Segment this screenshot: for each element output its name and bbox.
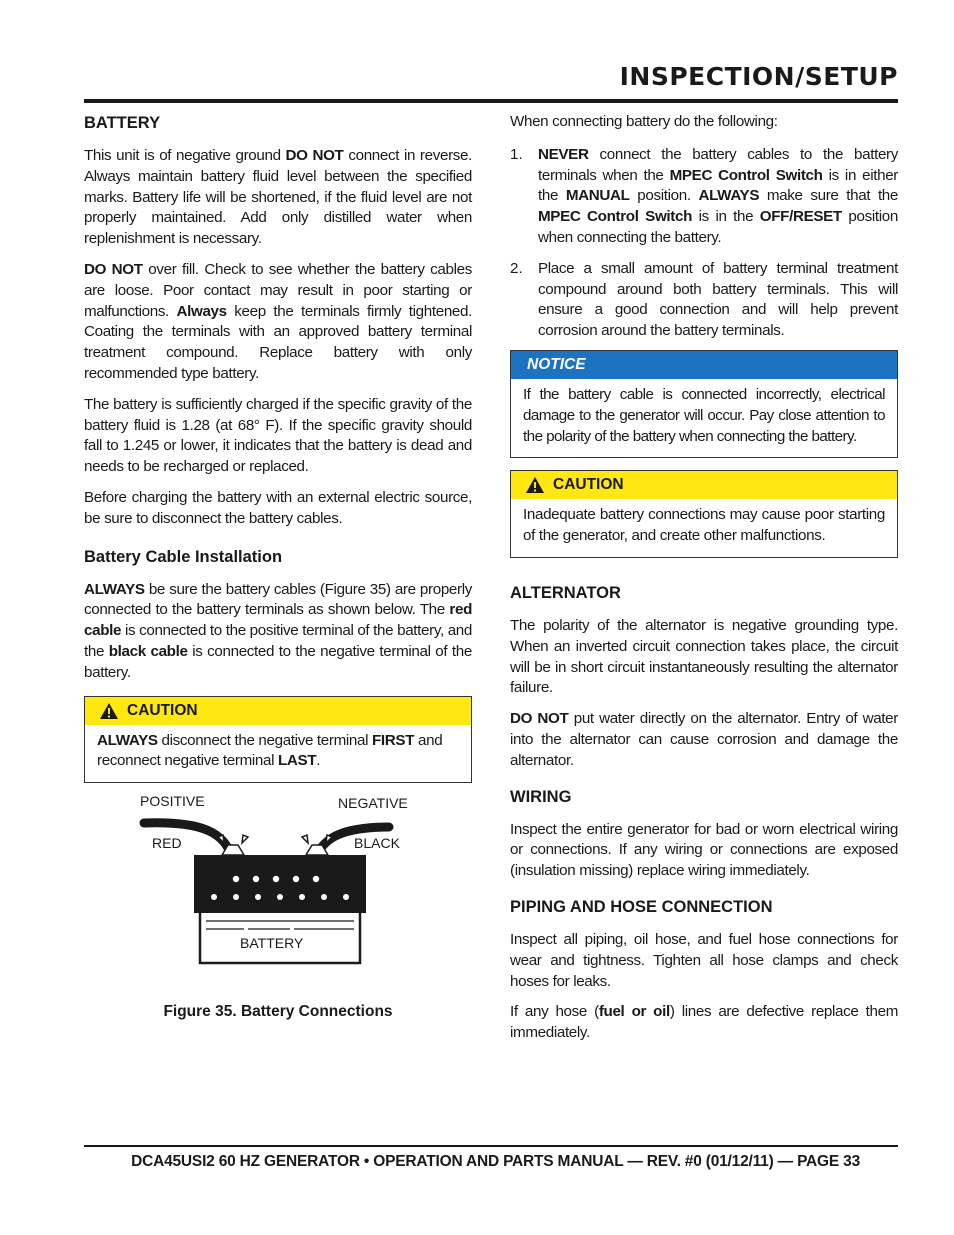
text-run: put water directly on the alternator. Entry of water into the alternator can cause corrosion and damage the alternator. [510,710,898,769]
text-run: Inspect all piping, oil hose, and fuel hose connections for wear and tightness. Tighten all hose clamps and check hoses for leaks. [510,930,898,990]
piping-paragraph-1 [510,930,898,992]
label-red: RED [152,835,182,852]
emphasis-text: DO NOT [510,710,569,728]
emphasis-text: MANUAL [565,187,630,205]
text-run: The polarity of the alternator is negative grounding type. When an inverted circuit connection takes place, the circuit will be in short circuit instantaneously resulting the alternator failure. [510,616,898,697]
step-text [538,259,898,342]
caution-header [85,697,471,725]
text-run: Place a small amount of battery terminal treatment compound around both battery terminals. This will ensure a good connection and will help prevent corrosion around the battery terminals. [538,259,898,340]
emphasis-text: fuel or oil [598,1003,670,1021]
notice-header [511,351,897,379]
label-black: BLACK [354,835,400,852]
wiring-heading: WIRING [510,787,572,806]
caution-text [523,505,885,547]
caution-header [511,471,897,499]
caution-text [97,731,459,773]
text-run: be sure the battery cables (Figure 35) are properly connected to the battery terminals as shown below. The [84,580,472,619]
step-number: 2. [510,259,523,277]
emphasis-text: DO NOT [285,147,344,164]
emphasis-text: ALWAYS [84,580,145,598]
step-2 [510,259,898,342]
connect-steps [510,145,898,342]
text-run: is in either the [538,166,898,205]
page-footer: DCA45USI2 60 HZ GENERATOR • OPERATION AND PARTS MANUAL — REV. #0 (01/12/11) — PAGE 33 [131,1153,860,1170]
caution-label: CAUTION [127,701,198,719]
battery-top [194,855,366,913]
alternator-paragraph-1 [510,616,898,699]
emphasis-text: NEVER [538,145,589,163]
emphasis-text: Always [176,302,227,320]
title-rule [84,99,898,103]
emphasis-text: black cable [108,642,188,660]
text-run: connect the battery cables to the battery terminals when the [538,145,898,184]
step-text [538,145,898,249]
connect-intro [510,112,898,133]
text-run: . [316,752,321,770]
text-run: connect in reverse. Always maintain battery fluid level between the specified marks. Battery life will be shortened, if the fluid level are not properly maintained. Add only distilled water when replenishment is necessary. [84,147,472,248]
emphasis-text: red cable [84,601,472,640]
caution-label: CAUTION [553,476,624,494]
page-title: INSPECTION/SETUP [619,62,898,91]
notice-box [510,350,898,458]
text-run: ) lines are defective replace them immediately. [510,1003,898,1042]
emphasis-text: ALWAYS [97,731,158,749]
cable-installation-paragraph [84,580,472,684]
figure-caption: Figure 35. Battery Connections [163,1003,393,1021]
text-run: make sure that the [759,187,899,205]
battery-diagram [84,793,472,983]
text-run: If any hose ( [510,1003,599,1021]
warning-icon [525,476,545,494]
emphasis-text: FIRST [372,731,415,749]
footer-rule [84,1145,898,1147]
text-run: This unit is of negative ground [84,147,286,164]
notice-label: NOTICE [527,355,586,373]
alternator-paragraph-2 [510,709,898,771]
battery-paragraph-2 [84,260,472,385]
text-run: and reconnect negative terminal [97,731,443,770]
text-run: is connected to the positive terminal of the battery, and the [84,622,472,660]
emphasis-text: ALWAYS [698,187,760,205]
text-run: is in the [692,208,760,226]
cable-installation-heading: Battery Cable Installation [84,547,283,566]
caution-body [511,499,897,557]
text-run: keep the terminals firmly tightened. Coating the terminals with an approved battery terminal treatment compound. Replace battery with only recommended type battery. [84,302,472,382]
left-column [84,112,472,1021]
notice-text [523,385,885,447]
text-run: over fill. Check to see whether the battery cables are loose. Poor contact may result in poor starting or malfunctions. [84,260,472,320]
emphasis-text: DO NOT [84,260,143,278]
step-number: 1. [510,145,523,163]
text-run: Before charging the battery with an external electric source, be sure to disconnect the battery cables. [84,488,472,527]
label-positive: POSITIVE [140,793,205,810]
caution-box-right [510,470,898,558]
step-1 [510,145,898,249]
text-run: is connected to the negative terminal of the battery. [84,642,472,681]
emphasis-text: MPEC Control Switch [538,208,693,226]
piping-paragraph-2 [510,1002,898,1044]
battery-paragraph-4 [84,488,472,530]
wiring-paragraph [510,820,898,882]
text-run: If the battery cable is connected incorrectly, electrical damage to the generator will occur. Pay close attention to the polarity of the battery when connecting the battery. [523,385,885,445]
battery-heading: BATTERY [84,114,161,132]
emphasis-text: OFF/RESET [759,208,842,226]
battery-paragraph-1 [84,146,472,250]
text-run: Inspect the entire generator for bad or worn electrical wiring or connections. If any wiring or connections are exposed (insulation missing) replace wiring immediately. [510,820,898,880]
alternator-heading: ALTERNATOR [510,583,621,602]
text-run: position. [629,187,699,205]
text-run: The battery is sufficiently charged if the specific gravity of the battery fluid is 1.28 (at 68° F). If the specific gravity should fall to 1.245 or lower, it indicates that the battery is dead and needs to be recharged or replaced. [84,395,472,476]
battery-paragraph-3 [84,395,472,478]
text-run: Inadequate battery connections may cause poor starting of the generator, and create other malfunctions. [523,506,885,545]
label-battery: BATTERY [240,935,304,952]
emphasis-text: LAST [278,752,317,770]
emphasis-text: MPEC Control Switch [669,166,823,184]
piping-heading: PIPING AND HOSE CONNECTION [510,897,773,916]
notice-body [511,379,897,457]
text-run: position when connecting the battery. [538,208,898,246]
label-negative: NEGATIVE [338,795,408,812]
text-run: When connecting battery do the following: [510,113,778,130]
caution-box-left [84,696,472,784]
battery-figure [84,793,472,1003]
right-column [510,112,898,1054]
caution-body [85,725,471,783]
warning-icon [99,702,119,720]
text-run: disconnect the negative terminal [157,731,372,749]
